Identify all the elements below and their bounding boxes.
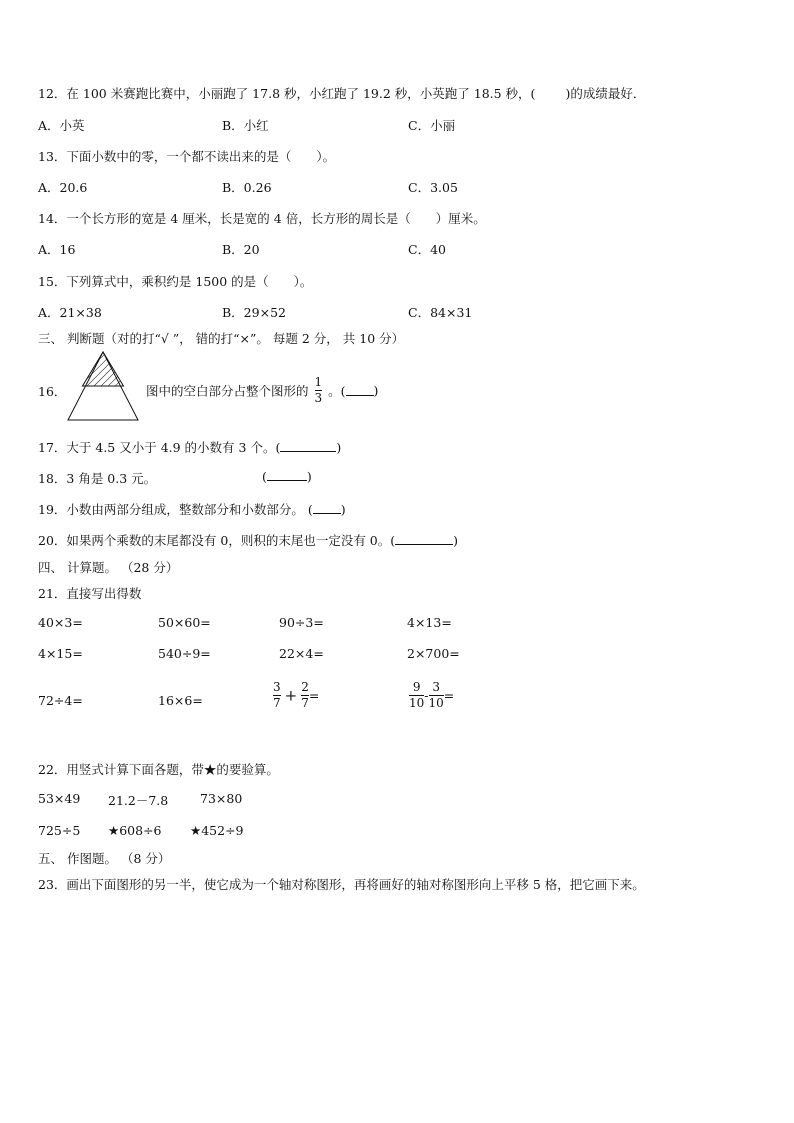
q16-statement: 图中的空白部分占整个图形的 $\frac{1}{3}$ 。( ): [146, 375, 379, 405]
q17-answer-blank[interactable]: [280, 441, 336, 452]
q14-stem: 14．一个长方形的宽是 4 厘米，长是宽的 4 倍，长方形的周长是（ ）厘米。: [38, 211, 486, 226]
section-5-heading: 五、 作图题。 （8 分）: [38, 851, 171, 866]
q21-item: 72÷4=: [38, 693, 83, 708]
q15-option-c: C．84×31: [408, 305, 473, 320]
q21-item: 40×3=: [38, 615, 83, 630]
q22-item: ★452÷9: [190, 823, 244, 838]
q21-item: 540÷9=: [158, 646, 211, 661]
q18-statement: 18．3 角是 0.3 元。: [38, 471, 157, 486]
q12-stem: 12．在 100 米赛跑比赛中，小丽跑了 17.8 秒，小红跑了 19.2 秒，小英跑了 18.5 秒，( )的成绩最好．: [38, 86, 646, 101]
q22-item: 21.2－7.8: [108, 793, 169, 808]
q18-answer: ( ): [262, 469, 312, 484]
q21-fraction-expression-1: $\frac{3}{7}$ + $\frac{2}{7}$ =: [273, 680, 320, 710]
q13-option-c: C．3.05: [408, 180, 458, 195]
q21-item: 2×700=: [407, 646, 460, 661]
q21-item: 16×6=: [158, 693, 203, 708]
q17-statement: 17．大于 4.5 又小于 4.9 的小数有 3 个。( ): [38, 440, 342, 455]
q16-triangle-figure: [66, 350, 140, 422]
q21-item: 50×60=: [158, 615, 211, 630]
q19-answer-blank[interactable]: [313, 503, 341, 514]
q21-item: 4×15=: [38, 646, 83, 661]
q14-option-b: B．20: [222, 242, 260, 257]
q15-option-a: A．21×38: [38, 305, 102, 320]
q15-option-b: B．29×52: [222, 305, 286, 320]
q14-option-a: A．16: [38, 242, 76, 257]
q16-fraction-denominator: 3: [314, 391, 323, 405]
q23-statement: 23．画出下面图形的另一半，使它成为一个轴对称图形，再将画好的轴对称图形向上平移 5 格，把它画下来。: [38, 877, 645, 892]
q13-option-a: A．20.6: [38, 180, 88, 195]
q14-option-c: C．40: [408, 242, 446, 257]
q16-fraction-numerator: 1: [314, 375, 323, 389]
section-3-heading: 三、 判断题（对的打“√ ”， 错的打“×”。 每题 2 分， 共 10 分）: [38, 331, 405, 346]
q20-statement: 20．如果两个乘数的末尾都没有 0，则积的末尾也一定没有 0。( ): [38, 533, 459, 548]
q13-option-b: B．0.26: [222, 180, 272, 195]
q21-item: 22×4=: [279, 646, 324, 661]
q19-statement: 19．小数由两部分组成，整数部分和小数部分。 ( ): [38, 502, 346, 517]
q22-item: 725÷5: [38, 823, 81, 838]
section-4-heading: 四、 计算题。 （28 分）: [38, 560, 179, 575]
q16-number: 16．: [38, 384, 67, 399]
q13-stem: 13．下面小数中的零，一个都不读出来的是（ ）。: [38, 149, 336, 164]
q21-item: 4×13=: [407, 615, 452, 630]
q18-answer-blank[interactable]: [267, 470, 307, 481]
q21-fraction-expression-2: $\frac{9}{10}$ - $\frac{3}{10}$ =: [409, 680, 455, 710]
q22-item: 53×49: [38, 791, 81, 806]
q20-answer-blank[interactable]: [395, 534, 453, 545]
q22-item: 73×80: [200, 791, 243, 806]
q15-stem: 15．下列算式中，乘积约是 1500 的是（ ）。: [38, 274, 313, 289]
q22-title: 22．用竖式计算下面各题，带★的要验算。: [38, 762, 279, 777]
q21-title: 21．直接写出得数: [38, 586, 142, 601]
q12-option-a: A．小英: [38, 118, 85, 133]
q21-item: 90÷3=: [279, 615, 324, 630]
q16-answer-blank[interactable]: [346, 385, 374, 396]
q12-option-b: B．小红: [222, 118, 269, 133]
q22-item: ★608÷6: [108, 823, 162, 838]
q12-option-c: C．小丽: [408, 118, 456, 133]
